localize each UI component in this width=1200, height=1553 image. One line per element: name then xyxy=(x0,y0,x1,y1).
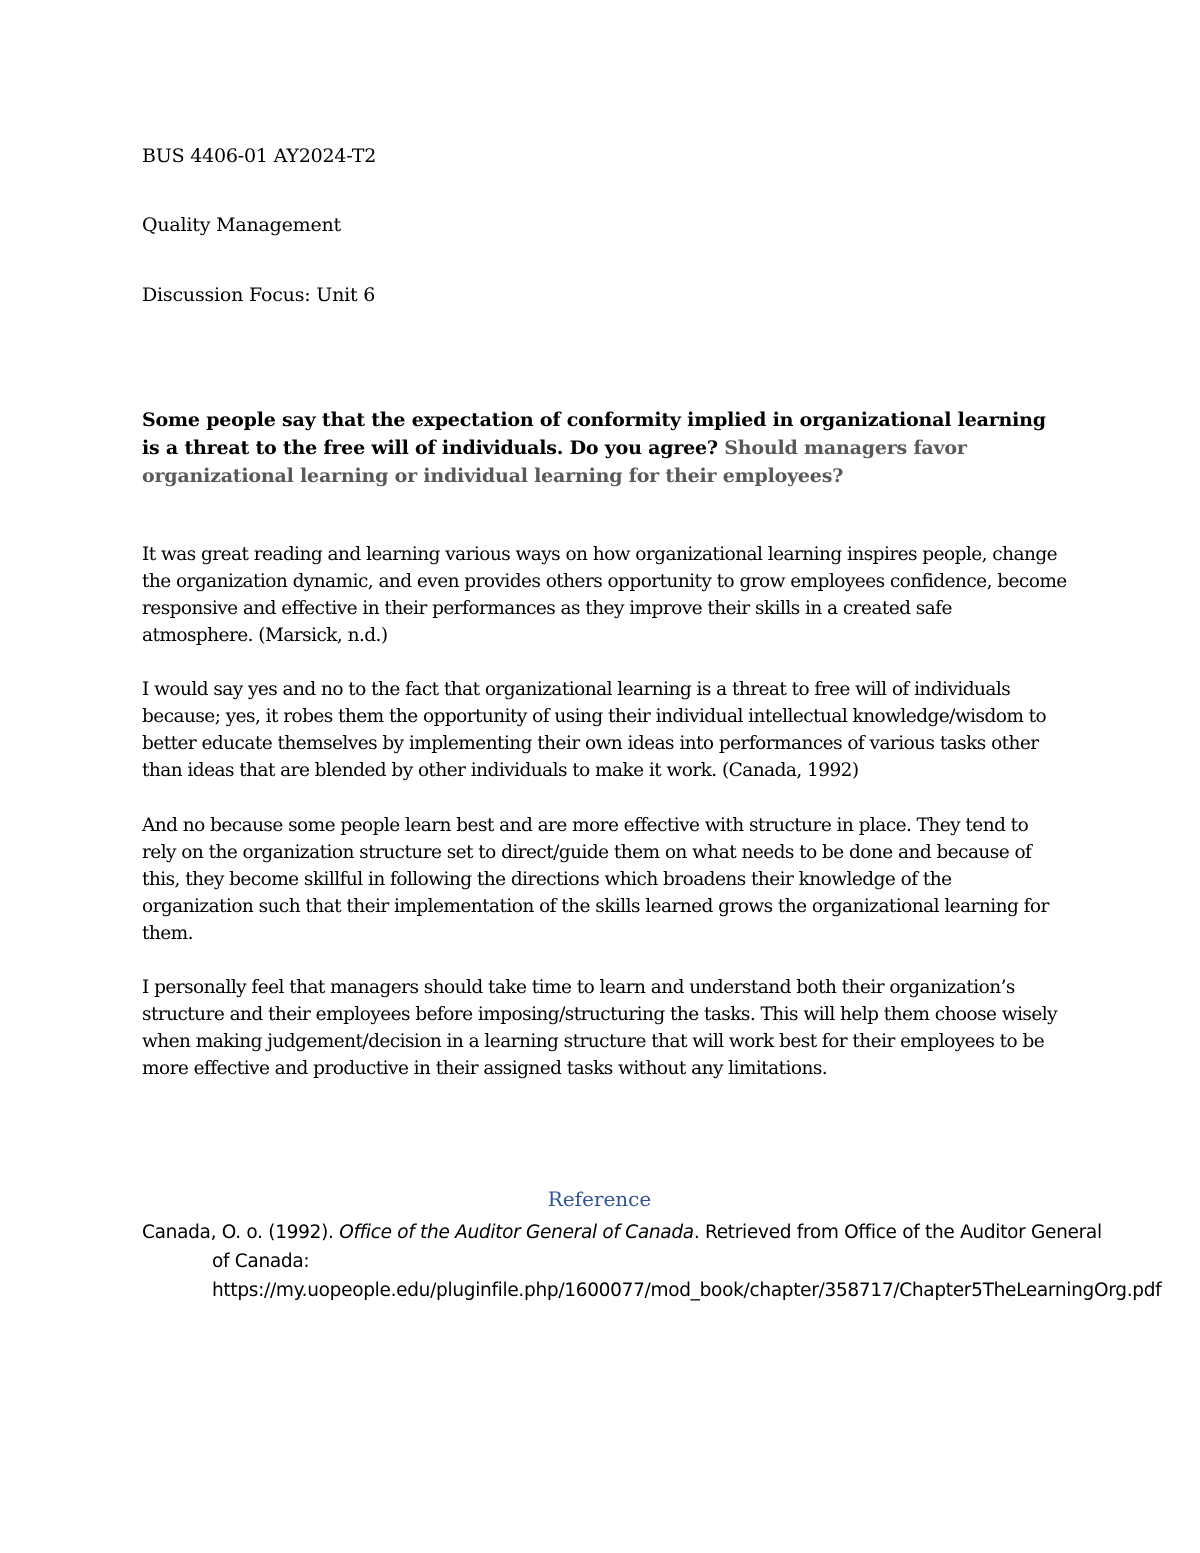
reference-retrieved: . Retrieved from Office of the Auditor General of Canada: https://my.uopeople.edu/pluginfile.php/1600077/mod_book/chapter/358717/Chapter5TheLearningOrg.pdf xyxy=(212,1222,1162,1301)
discussion-prompt xyxy=(142,406,1062,490)
discussion-focus: Discussion Focus: Unit 6 xyxy=(142,284,376,306)
reference-author-year: Canada, O. o. (1992). xyxy=(142,1222,334,1243)
reference-entry xyxy=(142,1218,1162,1305)
body-paragraph: And no because some people learn best and are more effective with structure in place. They tend to rely on the organization structure set to direct/guide them on what needs to be done and because of this, they become skillful in following the directions which broadens their knowledge of the organization such that their implementation of the skills learned grows the organizational learning for them. xyxy=(142,815,1049,944)
prompt-subquestion: Should managers favor organizational learning or individual learning for their employees? xyxy=(142,437,967,487)
body-paragraph: I personally feel that managers should take time to learn and understand both their organization’s structure and their employees before imposing/structuring the tasks. This will help them choose wisely when making judgement/decision in a learning structure that will work best for their employees to be more effective and productive in their assigned tasks without any limitations. xyxy=(142,977,1058,1079)
body-paragraph: I would say yes and no to the fact that organizational learning is a threat to free will of individuals because; yes, it robes them the opportunity of using their individual intellectual knowledge/wisdom to better educate themselves by implementing their own ideas into performances of various tasks other than ideas that are blended by other individuals to make it work. (Canada, 1992) xyxy=(142,679,1047,781)
course-code: BUS 4406-01 AY2024-T2 xyxy=(142,145,377,167)
course-subject: Quality Management xyxy=(142,214,341,236)
body-paragraph: It was great reading and learning various ways on how organizational learning inspires people, change the organization dynamic, and even provides others opportunity to grow employees confidence, become responsive and effective in their performances as they improve their skills in a created safe atmosphere. (Marsick, n.d.) xyxy=(142,544,1067,646)
prompt-question: Some people say that the expectation of conformity implied in organizational learning is a threat to the free will of individuals. Do you agree? xyxy=(142,409,1046,459)
reference-title: Office of the Auditor General of Canada xyxy=(339,1222,694,1243)
reference-heading: Reference xyxy=(547,1187,652,1211)
